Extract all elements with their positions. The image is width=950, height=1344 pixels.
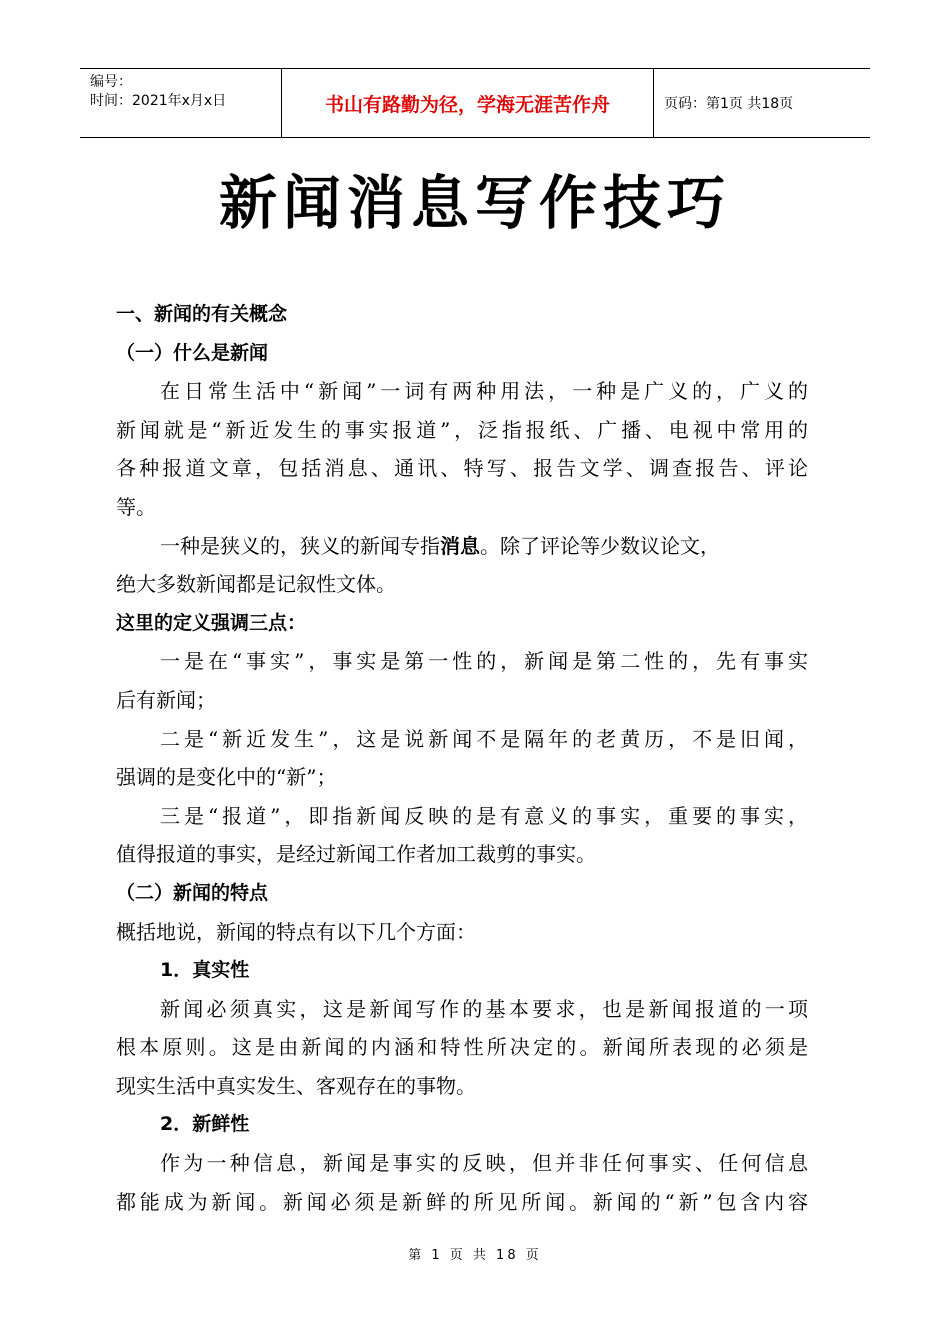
paragraph-line: 绝大多数新闻都是记叙性文体。: [116, 572, 396, 597]
emphasis-heading: 这里的定义强调三点：: [116, 611, 307, 634]
paragraph-line: 一是在“事实”，事实是第一性的，新闻是第二性的，先有事实: [160, 649, 808, 674]
page-info-text: 页码：第1页 共18页: [664, 96, 794, 112]
section1-heading: 一、新闻的有关概念: [116, 303, 288, 325]
paragraph-line: 后有新闻；: [116, 687, 216, 712]
paragraph-line: 概括地说，新闻的特点有以下几个方面：: [116, 919, 476, 944]
motto-cell: [281, 69, 654, 137]
paragraph-line: 在日常生活中“新闻”一词有两种用法，一种是广义的，广义的: [160, 379, 808, 404]
paragraph-line: 二是“新近发生”，这是说新闻不是隔年的老黄历，不是旧闻，: [160, 726, 808, 751]
paragraph-line: 根本原则。这是由新闻的内涵和特性所决定的。新闻所表现的必须是: [116, 1035, 808, 1060]
subsection1-heading: （一）什么是新闻: [116, 341, 269, 364]
paragraph-line: 三是“报道”，即指新闻反映的是有意义的事实，重要的事实，: [160, 803, 808, 828]
page-footer: 第 1 页 共 18 页: [408, 1248, 542, 1263]
paragraph-line: 各种报道文章，包括消息、通讯、特写、报告文学、调查报告、评论: [116, 456, 808, 481]
item2-heading: 2．新鲜性: [160, 1113, 250, 1136]
page-info-cell: [654, 69, 870, 137]
document-body: [116, 295, 808, 1221]
time-label: 时间：2021年x月x日: [90, 93, 227, 109]
document-title: 新闻消息写作技巧: [218, 169, 731, 237]
paragraph-line: 都能成为新闻。新闻必须是新鲜的所见所闻。新闻的“新”包含内容: [116, 1189, 808, 1214]
header-meta-cell: [80, 69, 281, 137]
number-label: 编号：: [90, 74, 132, 90]
paragraph-text: 。除了评论等少数议论文，: [480, 533, 720, 558]
item1-heading: 1．真实性: [160, 959, 250, 982]
paragraph-line: [116, 527, 808, 566]
paragraph-line: 新闻必须真实，这是新闻写作的基本要求，也是新闻报道的一项: [160, 996, 808, 1021]
paragraph-line: 作为一种信息，新闻是事实的反映，但并非任何事实、任何信息: [160, 1151, 808, 1176]
paragraph-line: 强调的是变化中的“新”；: [116, 765, 337, 790]
paragraph-line: 新闻就是“新近发生的事实报道”，泛指报纸、广播、电视中常用的: [116, 417, 808, 442]
paragraph-line: 值得报道的事实，是经过新闻工作者加工裁剪的事实。: [116, 842, 596, 867]
paragraph-line: 等。: [116, 494, 156, 519]
emphasis-term: 消息: [440, 533, 480, 558]
subsection2-heading: （二）新闻的特点: [116, 881, 269, 904]
motto-text: 书山有路勤为径，学海无涯苦作舟: [324, 93, 610, 116]
paragraph-line: 现实生活中真实发生、客观存在的事物。: [116, 1073, 476, 1098]
paragraph-text: 一种是狭义的，狭义的新闻专指: [160, 533, 440, 558]
document-header-table: [80, 68, 870, 138]
